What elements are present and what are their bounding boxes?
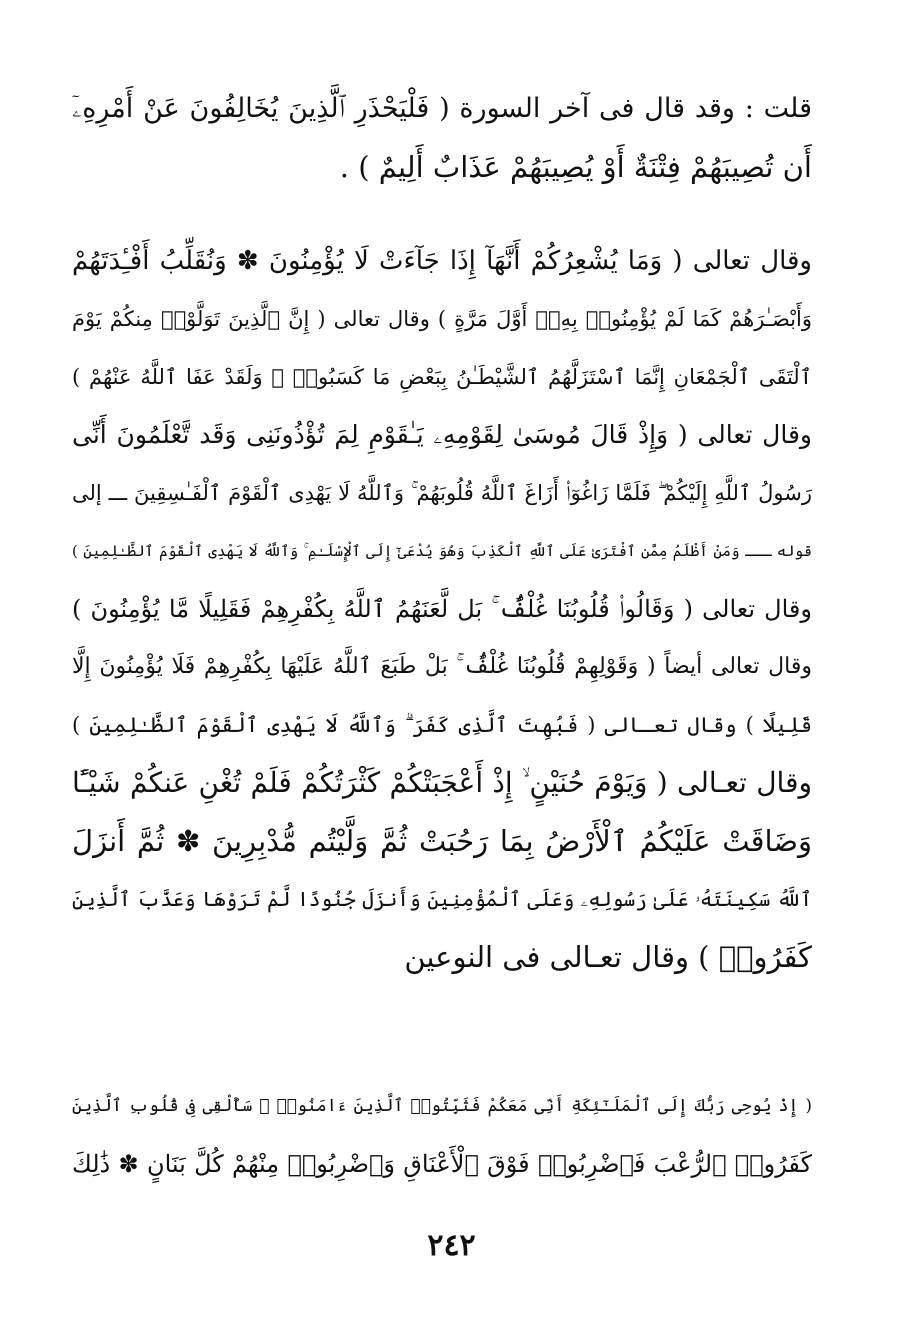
- page-number: ٢٤٢: [427, 1228, 476, 1263]
- text-line: وقال تعالى ( وَإِذْ قَالَ مُوسَىٰ لِقَوْمِهِۦ يَـٰقَوْمِ لِمَ تُؤْذُونَنِى وَقَد تَّعْلَمُونَ أَنِّى: [72, 420, 812, 449]
- text-line: قَلِيلًا ) وقال تعـالى ( فَبُهِتَ ٱلَّذِى كَفَرَ ۗ وَٱللَّهُ لَا يَهْدِى ٱلْقَوْمَ ٱلظَّـٰلِمِينَ ): [72, 713, 812, 737]
- text-line: ٱلْتَقَى ٱلْجَمْعَانِ إِنَّمَا ٱسْتَزَلَّهُمُ ٱلشَّيْطَـٰنُ بِبَعْضِ مَا كَسَبُوا۟ ۖ وَلَقَدْ عَفَا ٱللَّهُ عَنْهُمْ ): [72, 365, 812, 389]
- paragraph-3: [72, 1077, 812, 1193]
- text-line: وقال تعالى ( وَمَا يُشْعِرُكُمْ أَنَّهَآ إِذَا جَآءَتْ لَا يُؤْمِنُونَ ✽ وَنُقَلِّبُ أَفْـِٔدَتَهُمْ: [72, 246, 812, 276]
- text-line: كَفَرُوا۟ ٱلرُّعْبَ فَٱضْرِبُوا۟ فَوْقَ ٱلْأَعْنَاقِ وَٱضْرِبُوا۟ مِنْهُمْ كُلَّ بَنَانٍ ✽ ذَٰلِكَ: [72, 1150, 812, 1178]
- text-line: ( إِذْ يُوحِى رَبُّكَ إِلَى ٱلْمَلَـٰٓئِكَةِ أَنِّى مَعَكُمْ فَثَبِّتُوا۟ ٱلَّذِينَ ءَامَنُوا۟ ۚ سَأُلْقِى فِى قُلُوبِ ٱلَّذِينَ: [72, 1096, 812, 1116]
- text-line: وقال تعـالى ( وَيَوْمَ حُنَيْنٍ ۙ إِذْ أَعْجَبَتْكُمْ كَثْرَتُكُمْ فَلَمْ تُغْنِ عَنكُمْ شَيْـًٔا: [72, 766, 812, 799]
- text-line: أَن تُصِيبَهُمْ فِتْنَةٌ أَوْ يُصِيبَهُمْ عَذَابٌ أَلِيمٌ ) .: [339, 150, 812, 184]
- text-line: كَفَرُوا۟ ) وقال تعـالى فى النوعين: [404, 940, 812, 974]
- paragraph-2: [72, 232, 812, 986]
- text-line: وَأَبْصَـٰرَهُمْ كَمَا لَمْ يُؤْمِنُوا۟ بِهِۦٓ أَوَّلَ مَرَّةٍ ) وقال تعالى ( إِنَّ ٱلَّذِينَ تَوَلَّوْا۟ مِنكُمْ يَوْمَ: [72, 307, 812, 331]
- text-line: رَسُولُ ٱللَّهِ إِلَيْكُمْ ۖ فَلَمَّا زَاغُوٓا۟ أَزَاغَ ٱللَّهُ قُلُوبَهُمْ ۚ وَٱللَّهُ لَا يَهْدِى ٱلْقَوْمَ ٱلْفَـٰسِقِينَ ـــ إلى: [72, 481, 812, 505]
- text-line: قوله ـــ وَمَنْ أَظْلَمُ مِمَّنِ ٱفْتَرَىٰ عَلَى ٱللَّهِ ٱلْكَذِبَ وَهُوَ يُدْعَىٰٓ إِلَى ٱلْإِسْلَـٰمِ ۚ وَٱللَّهُ لَا يَهْدِى ٱلْقَوْمَ ٱلظَّـٰلِمِينَ ): [72, 542, 812, 560]
- text-line: وَضَاقَتْ عَلَيْكُمُ ٱلْأَرْضُ بِمَا رَحُبَتْ ثُمَّ وَلَّيْتُم مُّدْبِرِينَ ✽ ثُمَّ أَنزَلَ: [72, 824, 812, 858]
- text-line: قلت : وقد قال فى آخر السورة ( فَلْيَحْذَرِ ٱلَّذِينَ يُخَالِفُونَ عَنْ أَمْرِهِۦٓ: [72, 93, 812, 124]
- text-line: ٱللَّهُ سَكِينَتَهُۥ عَلَىٰ رَسُولِهِۦ وَعَلَى ٱلْمُؤْمِنِينَ وَأَنزَلَ جُنُودًا لَّمْ تَرَوْهَا وَعَذَّبَ ٱلَّذِينَ: [72, 887, 812, 911]
- text-line: وقال تعالى أيضاً ( وَقَوْلِهِمْ قُلُوبُنَا غُلْفٌۢ ۚ بَلْ طَبَعَ ٱللَّهُ عَلَيْهَا بِكُفْرِهِمْ فَلَا يُؤْمِنُونَ إِلَّا: [72, 654, 812, 679]
- paragraph-1: [72, 80, 812, 196]
- text-line: وقال تعالى ( وَقَالُوا۟ قُلُوبُنَا غُلْفٌۢ ۚ بَل لَّعَنَهُمُ ٱللَّهُ بِكُفْرِهِمْ فَقَلِيلًا مَّا يُؤْمِنُونَ ): [72, 595, 812, 623]
